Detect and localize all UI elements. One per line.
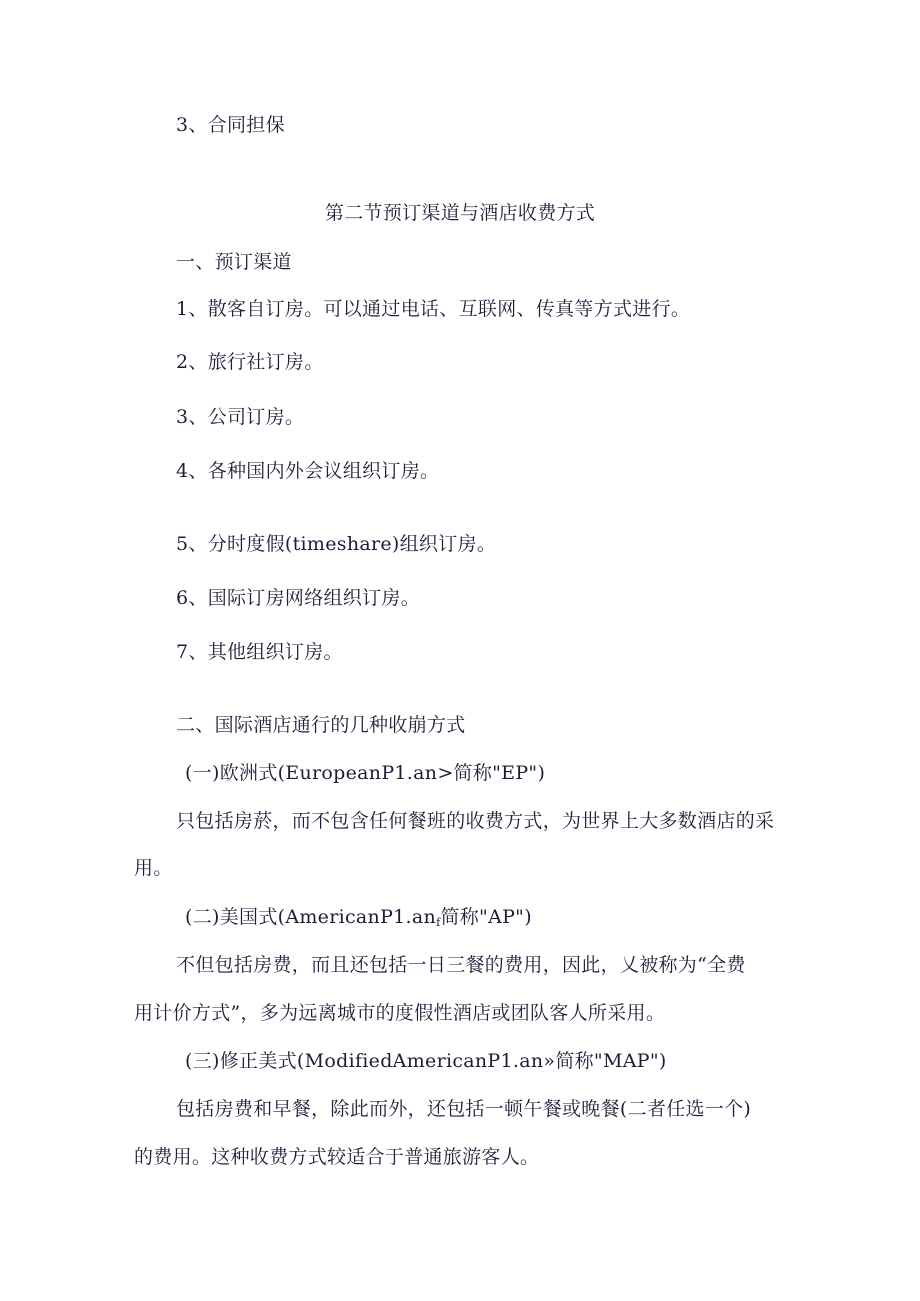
part2-heading: 二、国际酒店通行的几种收崩方式 (176, 714, 466, 736)
list-item: 4、各种国内外会议组织订房。 (176, 460, 440, 482)
list-item: 2、旅行社订房。 (176, 351, 324, 373)
ap-title-prefix: (二)美国式(AmericanP1.an (185, 906, 437, 928)
ap-title (185, 905, 532, 935)
list-item: 5、分时度假(timeshare)组织订房。 (176, 533, 497, 555)
ap-title-subscript: f (436, 916, 441, 929)
ap-title-suffix: 简称"AP") (440, 906, 532, 928)
guarantee-item: 3、合同担保 (176, 114, 285, 136)
map-description-line: 包括房费和早餐，除此而外，还包括一顿午餐或晚餐(二者任选一个) (176, 1098, 752, 1120)
list-item: 1、散客自订房。可以通过电话、互联网、传真等方式进行。 (176, 298, 691, 320)
ep-description-line: 用。 (134, 857, 173, 879)
map-description-line: 的费用。这种收费方式较适合于普通旅游客人。 (134, 1146, 540, 1168)
list-item: 6、国际订房网络组织订房。 (176, 587, 420, 609)
part1-heading: 一、预订渠道 (176, 251, 292, 273)
list-item: 7、其他组织订房。 (176, 641, 343, 663)
map-title: (三)修正美式(ModifiedAmericanP1.an»简称"MAP") (185, 1050, 667, 1072)
ap-description-line: 用计价方式”，多为远离城市的度假性酒店或团队客人所采用。 (134, 1002, 666, 1024)
list-item: 3、公司订房。 (176, 406, 305, 428)
ep-title: (一)欧洲式(EuropeanP1.an>简称"EP") (185, 762, 546, 784)
ap-description-line: 不但包括房费，而且还包括一日三餐的费用，因此，乂被称为“全费 (176, 954, 746, 976)
section-title: 第二节预订渠道与酒店收费方式 (324, 202, 596, 224)
ep-description-line: 只包括房菸，而不包含任何餐班的收费方式，为世界上大多数酒店的采 (176, 810, 775, 832)
